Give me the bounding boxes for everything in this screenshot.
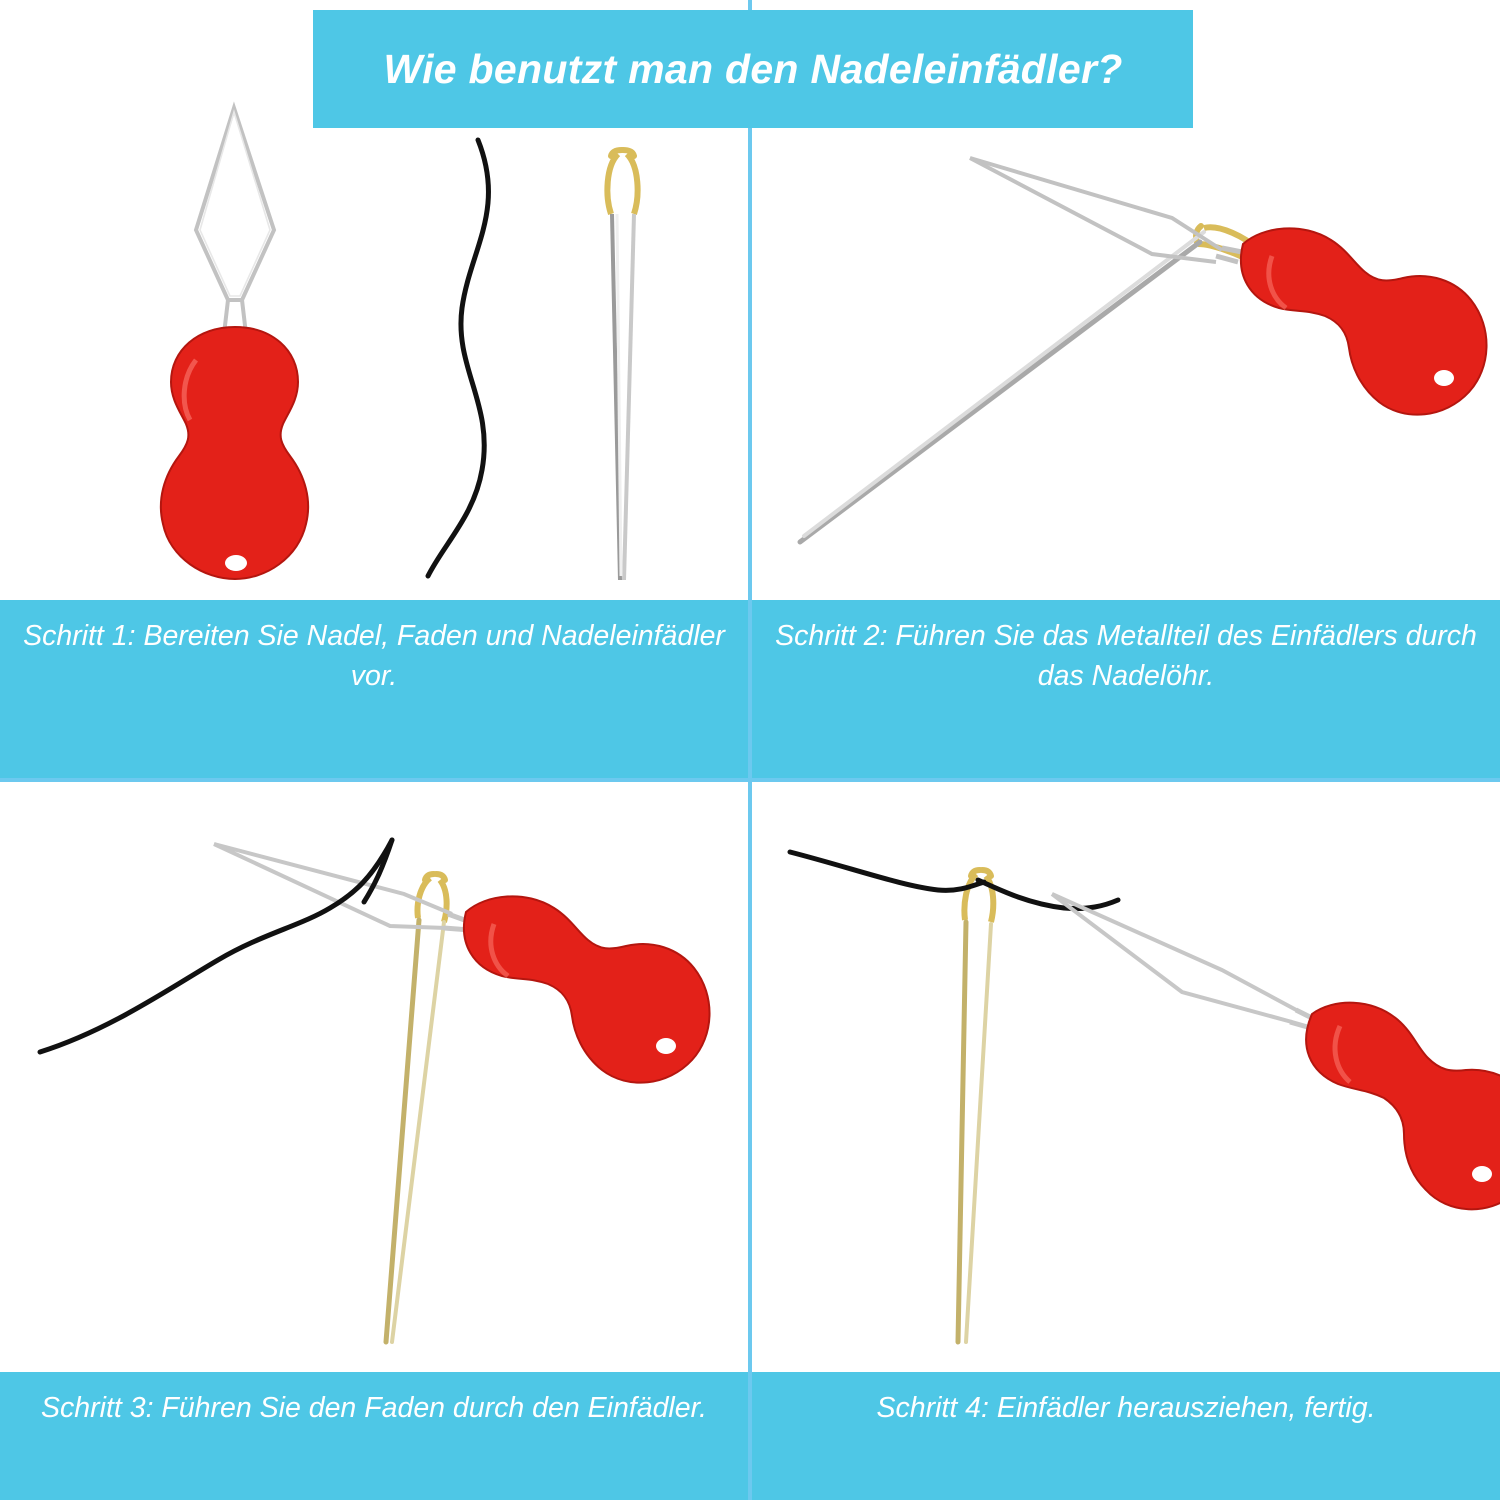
step-4-illustration	[752, 782, 1500, 1372]
step-3-caption: Schritt 3: Führen Sie den Faden durch den Einfädler.	[0, 1372, 748, 1500]
step-2-caption: Schritt 2: Führen Sie das Metallteil des Einfädlers durch das Nadelöhr.	[752, 600, 1500, 778]
needle-threader-tool-2	[970, 158, 1487, 415]
black-thread-3	[40, 840, 392, 1052]
tool-hole-2	[1434, 370, 1454, 386]
step-4-caption: Schritt 4: Einfädler herausziehen, fertig.	[752, 1372, 1500, 1500]
tool-hole-1	[225, 555, 247, 571]
needle-threader-tool-4	[1052, 894, 1500, 1209]
tool-hole-3	[656, 1038, 676, 1054]
step-3-illustration	[0, 782, 748, 1372]
sewing-needle-1	[607, 150, 637, 580]
sewing-needle-2	[800, 226, 1272, 542]
step-panel-4	[752, 782, 1500, 1500]
sewing-needle-4	[958, 870, 993, 1342]
page-title: Wie benutzt man den Nadeleinfädler?	[383, 45, 1123, 92]
sewing-needle-3	[386, 874, 447, 1342]
step-panel-3	[0, 782, 748, 1500]
black-thread-1	[428, 140, 488, 576]
title-banner	[313, 10, 1193, 128]
step-1-caption: Schritt 1: Bereiten Sie Nadel, Faden und Nadeleinfädler vor.	[0, 600, 748, 778]
tool-hole-4	[1472, 1166, 1492, 1182]
needle-threader-tool-1	[161, 108, 308, 579]
needle-threader-tool-3	[214, 844, 710, 1083]
